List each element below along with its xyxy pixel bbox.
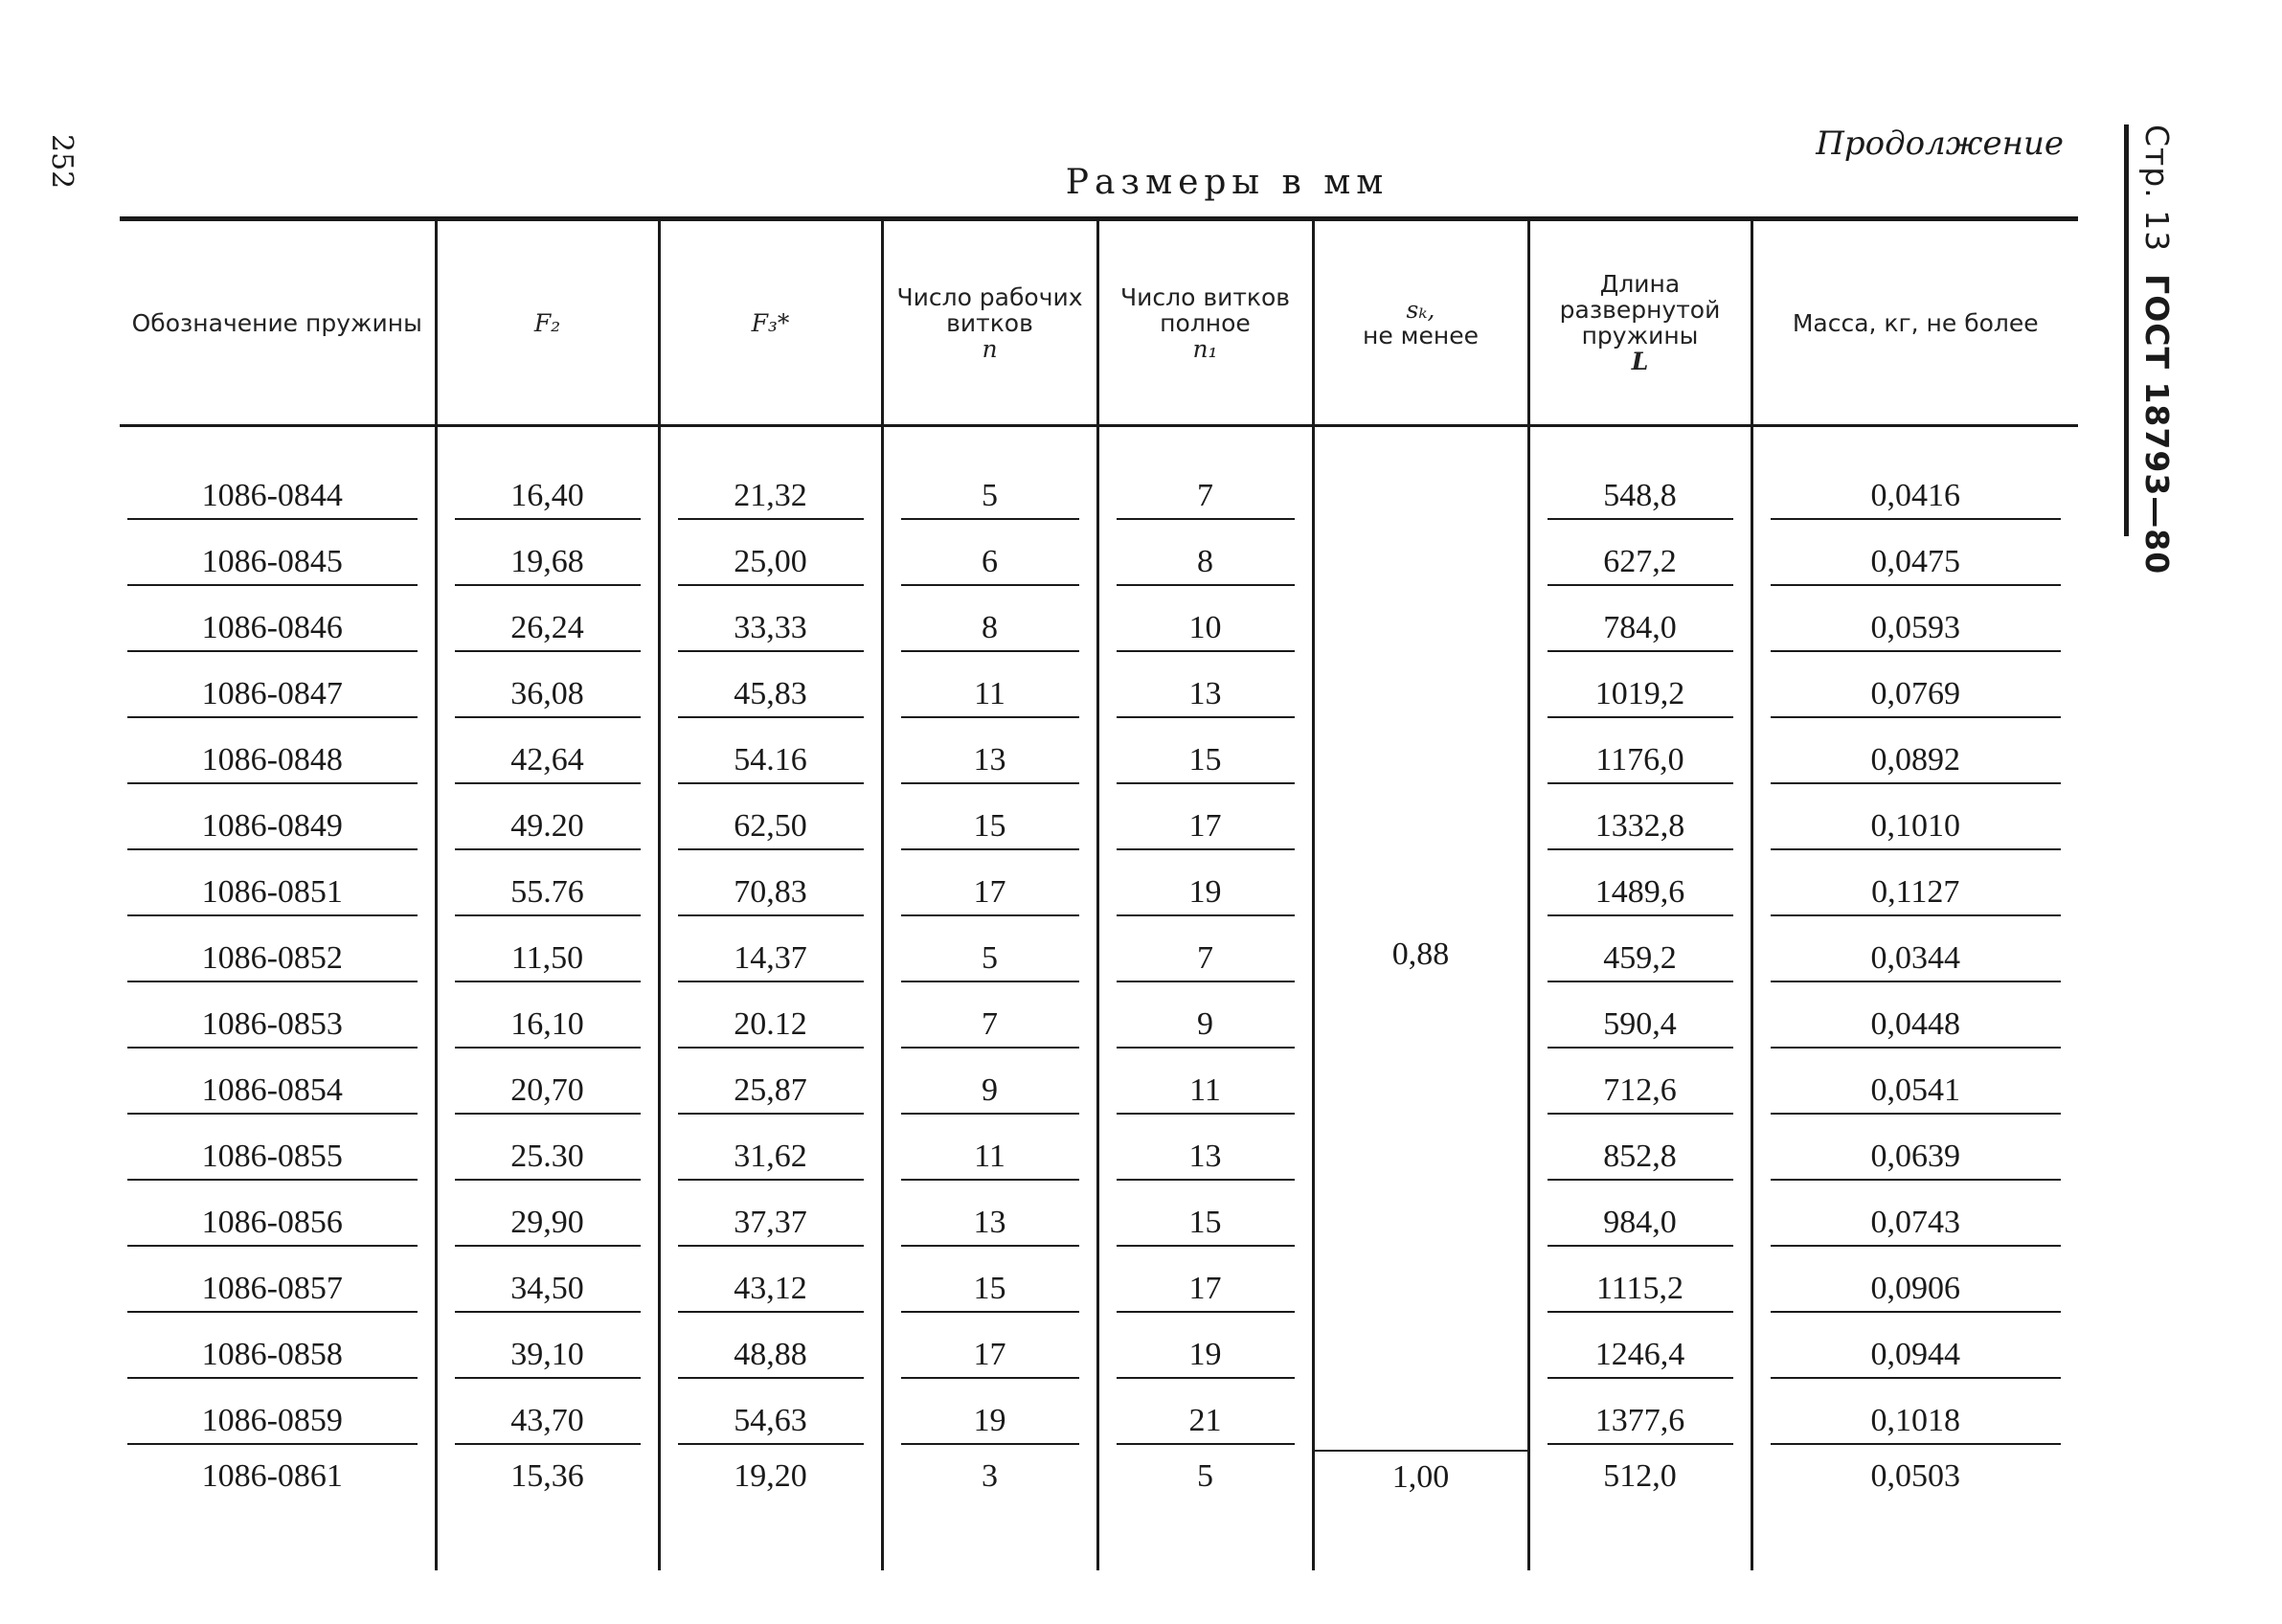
working-coils-cell [882,1451,1097,1570]
f2-cell [436,1319,659,1385]
mass-cell [1751,790,2078,856]
working-coils-cell-text: 6 [901,544,1079,586]
designation-cell [120,658,436,724]
mass-cell [1751,1054,2078,1120]
f3-cell [659,1319,882,1385]
f2-cell-text: 49.20 [455,808,641,850]
length-cell [1528,1054,1751,1120]
mass-cell [1751,856,2078,922]
f2-cell [436,426,659,527]
f3-cell-text: 54.16 [678,742,864,784]
working-coils-cell [882,724,1097,790]
f3-cell [659,658,882,724]
spring-table [120,216,2078,1570]
f3-cell [659,1054,882,1120]
page-number: 252 [45,134,79,190]
designation-cell-text: 1086-0853 [127,1006,418,1049]
total-coils-cell [1097,988,1313,1054]
f2-cell-text: 20,70 [455,1072,641,1115]
mass-cell [1751,1319,2078,1385]
total-coils-cell [1097,1451,1313,1570]
working-coils-cell-text: 17 [901,874,1079,916]
table-row [120,1252,2078,1319]
length-cell-text: 1246,4 [1548,1337,1733,1379]
length-cell [1528,526,1751,592]
designation-cell [120,592,436,658]
mass-cell [1751,1451,2078,1570]
length-cell-text: 548,8 [1548,478,1733,520]
table-row [120,1120,2078,1186]
f3-cell-text: 21,32 [678,478,864,520]
sk-cell-text: 1,00 [1391,1459,1450,1495]
designation-cell [120,1385,436,1451]
f3-cell-text: 43,12 [678,1271,864,1313]
total-coils-cell-text: 7 [1117,940,1295,982]
mass-cell [1751,592,2078,658]
table-row [120,988,2078,1054]
table-row [120,658,2078,724]
mass-cell-text: 0,0344 [1771,940,2062,982]
f3-cell [659,1451,882,1570]
designation-cell-text: 1086-0847 [127,676,418,718]
f2-cell-text: 15,36 [510,1458,584,1494]
mass-cell-text: 0,0639 [1771,1139,2062,1181]
table-row [120,592,2078,658]
length-cell [1528,724,1751,790]
f2-cell [436,658,659,724]
total-coils-cell [1097,1385,1313,1451]
total-coils-cell-text: 13 [1117,1139,1295,1181]
length-cell [1528,856,1751,922]
f2-cell-text: 42,64 [455,742,641,784]
f3-cell [659,526,882,592]
total-coils-cell-text: 17 [1117,1271,1295,1313]
f3-cell-text: 19,20 [734,1458,807,1494]
designation-cell-text: 1086-0845 [127,544,418,586]
length-cell [1528,1385,1751,1451]
f2-cell-text: 26,24 [455,610,641,652]
designation-cell [120,790,436,856]
f2-cell [436,790,659,856]
working-coils-cell [882,426,1097,527]
f3-cell [659,790,882,856]
designation-cell-text: 1086-0848 [127,742,418,784]
designation-cell-text: 1086-0859 [127,1403,418,1445]
f3-cell [659,1120,882,1186]
mass-cell [1751,1120,2078,1186]
designation-cell-text: 1086-0856 [127,1205,418,1247]
f3-cell-text: 25,00 [678,544,864,586]
length-cell-text: 627,2 [1548,544,1733,586]
total-coils-cell-text: 9 [1117,1006,1295,1049]
f3-cell [659,724,882,790]
length-cell-text: 1377,6 [1548,1403,1733,1445]
total-coils-cell-text: 11 [1117,1072,1295,1115]
total-coils-cell-text: 17 [1117,808,1295,850]
total-coils-cell [1097,922,1313,988]
mass-cell-text: 0,1127 [1771,874,2062,916]
table-row [120,426,2078,527]
designation-cell-text: 1086-0855 [127,1139,418,1181]
col-designation: Обозначение пружины [120,219,436,426]
table-row [120,724,2078,790]
table-row [120,1385,2078,1451]
length-cell [1528,1186,1751,1252]
f3-cell [659,1186,882,1252]
working-coils-cell-text: 8 [901,610,1079,652]
length-cell [1528,1252,1751,1319]
mass-cell-text: 0,1010 [1771,808,2062,850]
f3-cell [659,592,882,658]
mass-cell [1751,1186,2078,1252]
working-coils-cell [882,988,1097,1054]
length-cell [1528,922,1751,988]
length-cell-text: 512,0 [1603,1458,1677,1494]
f3-cell [659,1385,882,1451]
f3-cell [659,922,882,988]
length-cell [1528,426,1751,527]
mass-cell [1751,922,2078,988]
total-coils-cell [1097,1319,1313,1385]
table-row [120,856,2078,922]
length-cell-text: 459,2 [1548,940,1733,982]
total-coils-cell-text: 21 [1117,1403,1295,1445]
total-coils-cell [1097,1120,1313,1186]
designation-cell [120,1252,436,1319]
designation-cell [120,426,436,527]
f3-cell [659,426,882,527]
working-coils-cell [882,658,1097,724]
working-coils-cell [882,526,1097,592]
col-f3: F₃* [659,219,882,426]
working-coils-cell [882,1186,1097,1252]
total-coils-cell-text: 15 [1117,1205,1295,1247]
f3-cell [659,1252,882,1319]
working-coils-cell [882,592,1097,658]
f3-cell-text: 14,37 [678,940,864,982]
mass-cell-text: 0,0541 [1771,1072,2062,1115]
total-coils-cell [1097,426,1313,527]
designation-cell [120,922,436,988]
mass-cell-text: 0,0743 [1771,1205,2062,1247]
working-coils-cell [882,790,1097,856]
table-row [120,1054,2078,1120]
mass-cell-text: 0,0769 [1771,676,2062,718]
col-working-coils: Число рабочих витков n [882,219,1097,426]
length-cell-text: 590,4 [1548,1006,1733,1049]
designation-cell [120,856,436,922]
mass-cell [1751,1385,2078,1451]
working-coils-cell [882,1054,1097,1120]
mass-cell-text: 0,0416 [1771,478,2062,520]
table-row [120,526,2078,592]
length-cell-text: 712,6 [1548,1072,1733,1115]
length-cell-text: 1489,6 [1548,874,1733,916]
designation-cell [120,988,436,1054]
working-coils-cell [882,1319,1097,1385]
designation-cell [120,1120,436,1186]
f2-cell [436,1252,659,1319]
f2-cell [436,1120,659,1186]
mass-cell-text: 0,0448 [1771,1006,2062,1049]
units-text: Размеры в мм [1065,163,1390,202]
length-cell-text: 1115,2 [1548,1271,1733,1313]
f2-cell-text: 16,40 [455,478,641,520]
length-cell-text: 784,0 [1548,610,1733,652]
f3-cell-text: 48,88 [678,1337,864,1379]
total-coils-cell [1097,658,1313,724]
working-coils-cell-text: 11 [901,676,1079,718]
f2-cell [436,922,659,988]
page-ref: Стр. 13 [2138,124,2176,253]
working-coils-cell-text: 7 [901,1006,1079,1049]
sk-merged-cell [1313,426,1528,1452]
f2-cell-text: 34,50 [455,1271,641,1313]
total-coils-cell [1097,1054,1313,1120]
working-coils-cell-text: 5 [901,940,1079,982]
f2-cell [436,1385,659,1451]
mass-cell-text: 0,0593 [1771,610,2062,652]
designation-cell-text: 1086-0849 [127,808,418,850]
length-cell-text: 1332,8 [1548,808,1733,850]
mass-cell-text: 0,0503 [1870,1458,1960,1494]
f3-cell-text: 62,50 [678,808,864,850]
mass-cell-text: 0,0944 [1771,1337,2062,1379]
f3-cell-text: 70,83 [678,874,864,916]
f2-cell-text: 19,68 [455,544,641,586]
designation-cell [120,1319,436,1385]
f3-cell [659,988,882,1054]
standard-number: ГОСТ 18793—80 [2138,274,2176,575]
f2-cell [436,724,659,790]
length-cell [1528,1319,1751,1385]
length-cell [1528,1451,1751,1570]
length-cell [1528,592,1751,658]
designation-cell [120,1451,436,1570]
f3-cell-text: 54,63 [678,1403,864,1445]
mass-cell [1751,658,2078,724]
total-coils-cell [1097,592,1313,658]
designation-cell-text: 1086-0857 [127,1271,418,1313]
designation-cell-text: 1086-0858 [127,1337,418,1379]
total-coils-cell [1097,1186,1313,1252]
working-coils-cell-text: 17 [901,1337,1079,1379]
working-coils-cell-text: 3 [982,1458,998,1494]
length-cell-text: 1176,0 [1548,742,1733,784]
mass-cell [1751,1252,2078,1319]
mass-cell-text: 0,0475 [1771,544,2062,586]
total-coils-cell-text: 15 [1117,742,1295,784]
f2-cell [436,988,659,1054]
length-cell [1528,658,1751,724]
f3-cell-text: 45,83 [678,676,864,718]
working-coils-cell-text: 19 [901,1403,1079,1445]
mass-cell-text: 0,0892 [1771,742,2062,784]
spring-table-wrap [120,216,2078,1570]
working-coils-cell [882,1252,1097,1319]
total-coils-cell-text: 7 [1117,478,1295,520]
f3-cell-text: 20.12 [678,1006,864,1049]
f2-cell [436,1054,659,1120]
col-f2: F₂ [436,219,659,426]
mass-cell-text: 0,1018 [1771,1403,2062,1445]
f2-cell [436,856,659,922]
f2-cell-text: 43,70 [455,1403,641,1445]
length-cell-text: 1019,2 [1548,676,1733,718]
f2-cell-text: 16,10 [455,1006,641,1049]
working-coils-cell [882,922,1097,988]
designation-cell-text: 1086-0854 [127,1072,418,1115]
length-cell [1528,988,1751,1054]
total-coils-cell [1097,526,1313,592]
units-caption [0,163,2282,202]
working-coils-cell [882,856,1097,922]
col-total-coils: Число витков полное n₁ [1097,219,1313,426]
mass-cell-text: 0,0906 [1771,1271,2062,1313]
f2-cell [436,1186,659,1252]
working-coils-cell [882,1385,1097,1451]
f2-cell-text: 11,50 [455,940,641,982]
mass-cell [1751,988,2078,1054]
col-length: Длина развернутой пружины L [1528,219,1751,426]
total-coils-cell [1097,724,1313,790]
total-coils-cell-text: 10 [1117,610,1295,652]
total-coils-cell-text: 19 [1117,874,1295,916]
total-coils-cell-text: 13 [1117,676,1295,718]
total-coils-cell [1097,856,1313,922]
designation-cell-text: 1086-0846 [127,610,418,652]
f2-cell-text: 36,08 [455,676,641,718]
f2-cell [436,526,659,592]
f3-cell-text: 33,33 [678,610,864,652]
f2-cell-text: 29,90 [455,1205,641,1247]
designation-cell-text: 1086-0861 [201,1458,343,1494]
designation-cell [120,1054,436,1120]
mass-cell [1751,724,2078,790]
mass-cell [1751,426,2078,527]
f2-cell-text: 39,10 [455,1337,641,1379]
f3-cell-text: 25,87 [678,1072,864,1115]
designation-cell [120,724,436,790]
designation-cell [120,1186,436,1252]
table-row [120,790,2078,856]
length-cell [1528,790,1751,856]
total-coils-cell-text: 5 [1197,1458,1213,1494]
designation-cell-text: 1086-0852 [127,940,418,982]
working-coils-cell-text: 5 [901,478,1079,520]
total-coils-cell [1097,790,1313,856]
length-cell-text: 852,8 [1548,1139,1733,1181]
total-coils-cell-text: 8 [1117,544,1295,586]
table-body [120,426,2078,1571]
working-coils-cell-text: 15 [901,1271,1079,1313]
f2-cell [436,1451,659,1570]
f2-cell-text: 55.76 [455,874,641,916]
col-mass: Масса, кг, не более [1751,219,2078,426]
f2-cell-text: 25.30 [455,1139,641,1181]
working-coils-cell-text: 9 [901,1072,1079,1115]
designation-cell-text: 1086-0851 [127,874,418,916]
working-coils-cell-text: 11 [901,1139,1079,1181]
working-coils-cell-text: 15 [901,808,1079,850]
table-row [120,922,2078,988]
designation-cell-text: 1086-0844 [127,478,418,520]
length-cell-text: 984,0 [1548,1205,1733,1247]
sk-merged-value: 0,88 [1391,936,1450,972]
length-cell [1528,1120,1751,1186]
total-coils-cell [1097,1252,1313,1319]
continuation-label: Продолжение [1816,124,2064,163]
working-coils-cell-text: 13 [901,1205,1079,1247]
header-row [120,219,2078,426]
sk-cell [1313,1451,1528,1570]
working-coils-cell [882,1120,1097,1186]
f3-cell-text: 37,37 [678,1205,864,1247]
mass-cell [1751,526,2078,592]
table-row [120,1319,2078,1385]
working-coils-cell-text: 13 [901,742,1079,784]
f3-cell-text: 31,62 [678,1139,864,1181]
f2-cell [436,592,659,658]
col-sk: sₖ, не менее [1313,219,1528,426]
table-row [120,1186,2078,1252]
total-coils-cell-text: 19 [1117,1337,1295,1379]
designation-cell [120,526,436,592]
f3-cell [659,856,882,922]
table-row [120,1451,2078,1570]
